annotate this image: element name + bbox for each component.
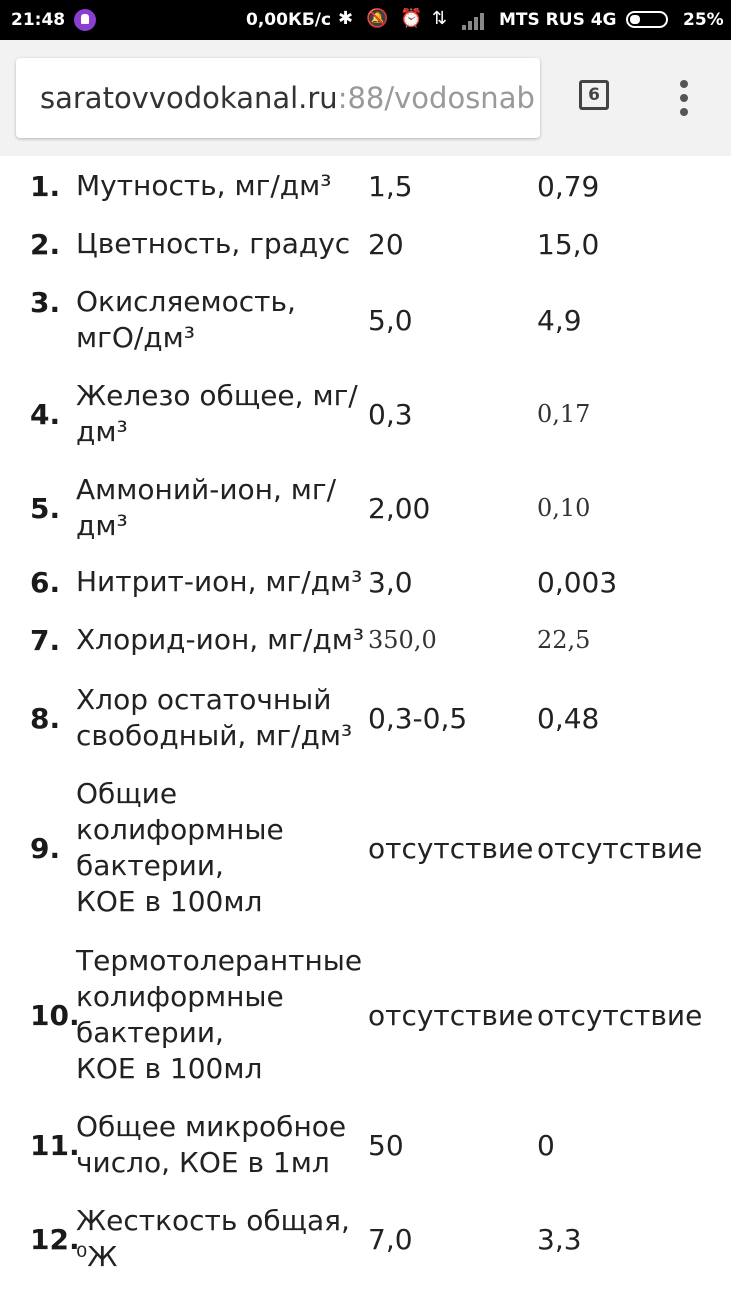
parameter-name-line: Окисляемость,: [76, 285, 296, 318]
actual-value: 0,79: [537, 170, 600, 203]
row-number: 3.: [30, 286, 61, 319]
parameter-name-line: Жесткость общая,: [76, 1204, 350, 1237]
row-number: 1.: [30, 170, 61, 203]
norm-value: отсутствие: [368, 832, 534, 865]
mute-icon: 🔕: [366, 8, 389, 29]
norm-value: 50: [368, 1129, 404, 1162]
parameter-name-line: Железо общее, мг/: [76, 379, 358, 412]
actual-value: 22,5: [537, 626, 591, 654]
actual-value: 4,9: [537, 304, 582, 337]
overflow-menu-icon[interactable]: [677, 80, 691, 116]
table-row: [0, 564, 731, 604]
parameter-name-line: Общие: [76, 777, 178, 810]
parameter-name-line: бактерии,: [76, 1016, 224, 1049]
norm-value: отсутствие: [368, 999, 534, 1032]
norm-value: 0,3-0,5: [368, 702, 468, 735]
table-row: [0, 1203, 731, 1275]
parameter-name-line: КОЕ в 100мл: [76, 1052, 263, 1085]
notification-icon: [74, 9, 96, 31]
tab-switcher-button[interactable]: [579, 80, 609, 110]
norm-value: 350,0: [368, 626, 437, 654]
row-number: 6.: [30, 566, 61, 599]
table-row: [0, 472, 731, 544]
norm-value: 3,0: [368, 566, 413, 599]
parameter-name-line: колиформные: [76, 813, 284, 846]
battery-percent: 25%: [683, 10, 724, 30]
table-row: [0, 943, 731, 1089]
row-number: 9.: [30, 832, 61, 865]
alarm-icon: ⏰: [400, 8, 423, 29]
norm-value: 0,3: [368, 398, 413, 431]
actual-value: 15,0: [537, 228, 600, 261]
table-row: [0, 170, 731, 210]
parameter-name: [76, 564, 368, 600]
table-row: [0, 378, 731, 450]
norm-value: 5,0: [368, 304, 413, 337]
actual-value: 0,48: [537, 702, 600, 735]
parameter-name-line: число, КОЕ в 1мл: [76, 1146, 330, 1179]
parameter-name: [76, 378, 368, 450]
parameter-name-line: дм³: [76, 509, 128, 542]
row-number: 10.: [30, 999, 80, 1032]
table-row: [0, 776, 731, 922]
actual-value: отсутствие: [537, 999, 703, 1032]
url-path: :88/vodosnab: [337, 81, 535, 115]
row-number: 5.: [30, 492, 61, 525]
parameter-name-line: мгО/дм³: [76, 321, 196, 354]
parameter-name: [76, 943, 368, 1087]
parameter-name: [76, 226, 368, 262]
row-number: 2.: [30, 228, 61, 261]
table-row: [0, 622, 731, 662]
actual-value: 3,3: [537, 1223, 582, 1256]
parameter-name: [76, 1109, 368, 1181]
norm-value: 7,0: [368, 1223, 413, 1256]
norm-value: 20: [368, 228, 404, 261]
bluetooth-icon: ✱: [338, 8, 354, 29]
parameter-name-line: Хлор остаточный: [76, 683, 332, 716]
parameter-name-line: Общее микробное: [76, 1110, 347, 1143]
status-bar: [0, 0, 731, 40]
battery-icon: [626, 11, 668, 28]
parameter-name-line: свободный, мг/дм³: [76, 719, 353, 752]
browser-toolbar: [0, 40, 731, 156]
parameter-name-line: Аммоний-ион, мг/: [76, 473, 337, 506]
url-host: saratovvodokanal.ru: [40, 81, 338, 115]
parameter-name: [76, 776, 368, 920]
status-time: 21:48: [11, 10, 66, 30]
parameter-name-line: Мутность, мг/дм³: [76, 169, 332, 202]
parameter-name: [76, 472, 368, 544]
status-network-speed: 0,00КБ/с: [246, 10, 332, 30]
table-row: [0, 682, 731, 754]
data-transfer-icon: ⇅: [432, 8, 448, 29]
parameter-name: [76, 622, 368, 658]
actual-value: 0: [537, 1129, 555, 1162]
parameter-name-line: Термотолерантные: [76, 944, 363, 977]
parameter-name: [76, 168, 368, 204]
norm-value: 2,00: [368, 492, 431, 525]
table-row: [0, 1109, 731, 1181]
row-number: 7.: [30, 624, 61, 657]
parameter-name-line: дм³: [76, 415, 128, 448]
address-bar[interactable]: [16, 58, 540, 138]
parameter-name-line: бактерии,: [76, 849, 224, 882]
row-number: 8.: [30, 702, 61, 735]
parameter-name-line: Хлорид-ион, мг/дм³: [76, 623, 365, 656]
parameter-name-line: Нитрит-ион, мг/дм³: [76, 565, 363, 598]
norm-value: 1,5: [368, 170, 413, 203]
tab-count: 6: [588, 85, 600, 105]
table-row: [0, 284, 731, 356]
row-number: 4.: [30, 398, 61, 431]
parameter-name-line: колиформные: [76, 980, 284, 1013]
parameter-name: [76, 284, 368, 356]
actual-value: отсутствие: [537, 832, 703, 865]
parameter-name-line: ⁰Ж: [76, 1240, 118, 1273]
table-row: [0, 228, 731, 268]
actual-value: 0,003: [537, 566, 618, 599]
water-quality-table: [0, 156, 731, 1300]
actual-value: 0,10: [537, 494, 591, 522]
row-number: 11.: [30, 1129, 80, 1162]
parameter-name-line: Цветность, градус: [76, 227, 351, 260]
parameter-name: [76, 682, 368, 754]
signal-strength-icon: [462, 12, 488, 30]
parameter-name-line: КОЕ в 100мл: [76, 885, 263, 918]
status-carrier: MTS RUS 4G: [499, 10, 617, 30]
actual-value: 0,17: [537, 400, 591, 428]
parameter-name: [76, 1203, 368, 1275]
row-number: 12.: [30, 1223, 80, 1256]
